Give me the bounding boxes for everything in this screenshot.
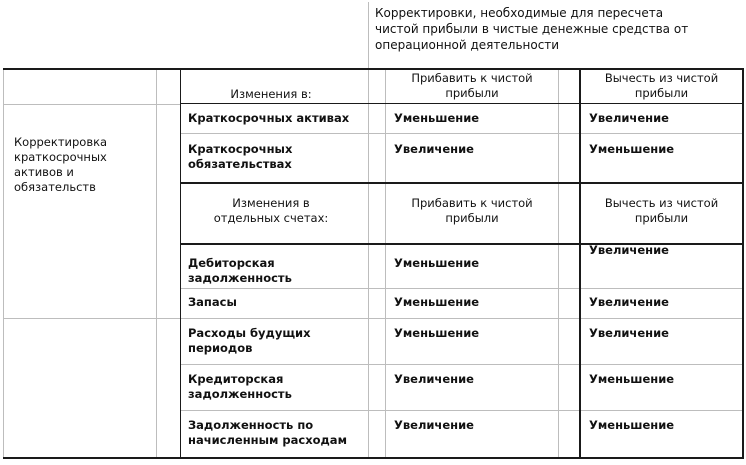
row-item-line-2: периодов: [188, 341, 253, 355]
section-label-line-4: обязательств: [14, 180, 96, 194]
grid-line: [385, 70, 386, 458]
grid-line: [181, 288, 742, 289]
section-label-line-1: Корректировка: [14, 135, 108, 149]
top-header-line-3: операционной деятельности: [375, 38, 560, 52]
row-add-value: Уменьшение: [394, 256, 480, 270]
grid-line: [181, 410, 742, 411]
row-subtract-value: Уменьшение: [589, 372, 675, 386]
item-column-border: [180, 68, 181, 459]
subheader-add-line-2: прибыли: [445, 211, 499, 225]
row-add-value: Увеличение: [394, 142, 474, 156]
row-item-line-2: задолженность: [188, 387, 292, 401]
section-label-line-3: активов и: [14, 165, 74, 179]
row-item-line-2: обязательствах: [188, 157, 292, 171]
header-subtract-line-1: Вычесть из чистой: [604, 71, 719, 85]
row-item-line-1: Расходы будущих: [188, 326, 311, 340]
grid-line: [3, 68, 4, 458]
subheader-add-line-1: Прибавить к чистой: [411, 196, 533, 210]
header-changes-in: Изменения в:: [230, 87, 312, 101]
grid-line: [181, 364, 742, 365]
subheader-subtract-line-1: Вычесть из чистой: [604, 196, 719, 210]
row-subtract-value: Увеличение: [589, 243, 669, 257]
row-item-line-1: Задолженность по: [188, 418, 314, 432]
header-subtract-line-2: прибыли: [634, 86, 689, 100]
header-divider: [3, 68, 744, 70]
row-add-value: Уменьшение: [394, 295, 480, 309]
table-bottom-border: [3, 457, 744, 459]
row-item: Краткосрочных активах: [188, 111, 350, 125]
row-item-line-1: Краткосрочных: [188, 142, 293, 156]
row-add-value: Увеличение: [394, 372, 474, 386]
subheader-subtract-line-2: прибыли: [634, 211, 689, 225]
row-add-value: Увеличение: [394, 418, 474, 432]
grid-line: [3, 318, 742, 319]
header-add-line-1: Прибавить к чистой: [411, 71, 533, 85]
grid-line: [368, 2, 369, 458]
row-item-line-1: Дебиторская: [188, 256, 275, 270]
row-subtract-value: Увеличение: [589, 111, 669, 125]
header-add-line-2: прибыли: [445, 86, 499, 100]
top-header-line-1: Корректировки, необходимые для пересчета: [375, 6, 664, 20]
row-add-value: Уменьшение: [394, 111, 480, 125]
header-changes-accounts-line-2: отдельных счетах:: [213, 211, 329, 225]
top-header-line-2: чистой прибыли в чистые денежные средства от: [375, 22, 689, 36]
grid-line: [3, 104, 181, 105]
header-changes-accounts-line-1: Изменения в: [232, 196, 310, 210]
table-right-border: [742, 68, 744, 459]
row-subtract-value: Увеличение: [589, 295, 669, 309]
grid-line: [156, 70, 157, 458]
header-row-border: [180, 103, 743, 104]
row-item-line-1: Кредиторская: [188, 372, 284, 386]
grid-line: [181, 133, 742, 134]
row-item-line-2: задолженность: [188, 271, 292, 285]
row-item: Запасы: [188, 295, 237, 309]
row-subtract-value: Увеличение: [589, 326, 669, 340]
row-add-value: Уменьшение: [394, 326, 480, 340]
row-subtract-value: Уменьшение: [589, 418, 675, 432]
grid-line: [558, 70, 559, 458]
row-item-line-2: начисленным расходам: [188, 433, 347, 447]
row-subtract-value: Уменьшение: [589, 142, 675, 156]
section-label-line-2: краткосрочных: [14, 150, 107, 164]
subtract-column-border: [579, 68, 581, 459]
subheader-top-border: [180, 182, 743, 184]
